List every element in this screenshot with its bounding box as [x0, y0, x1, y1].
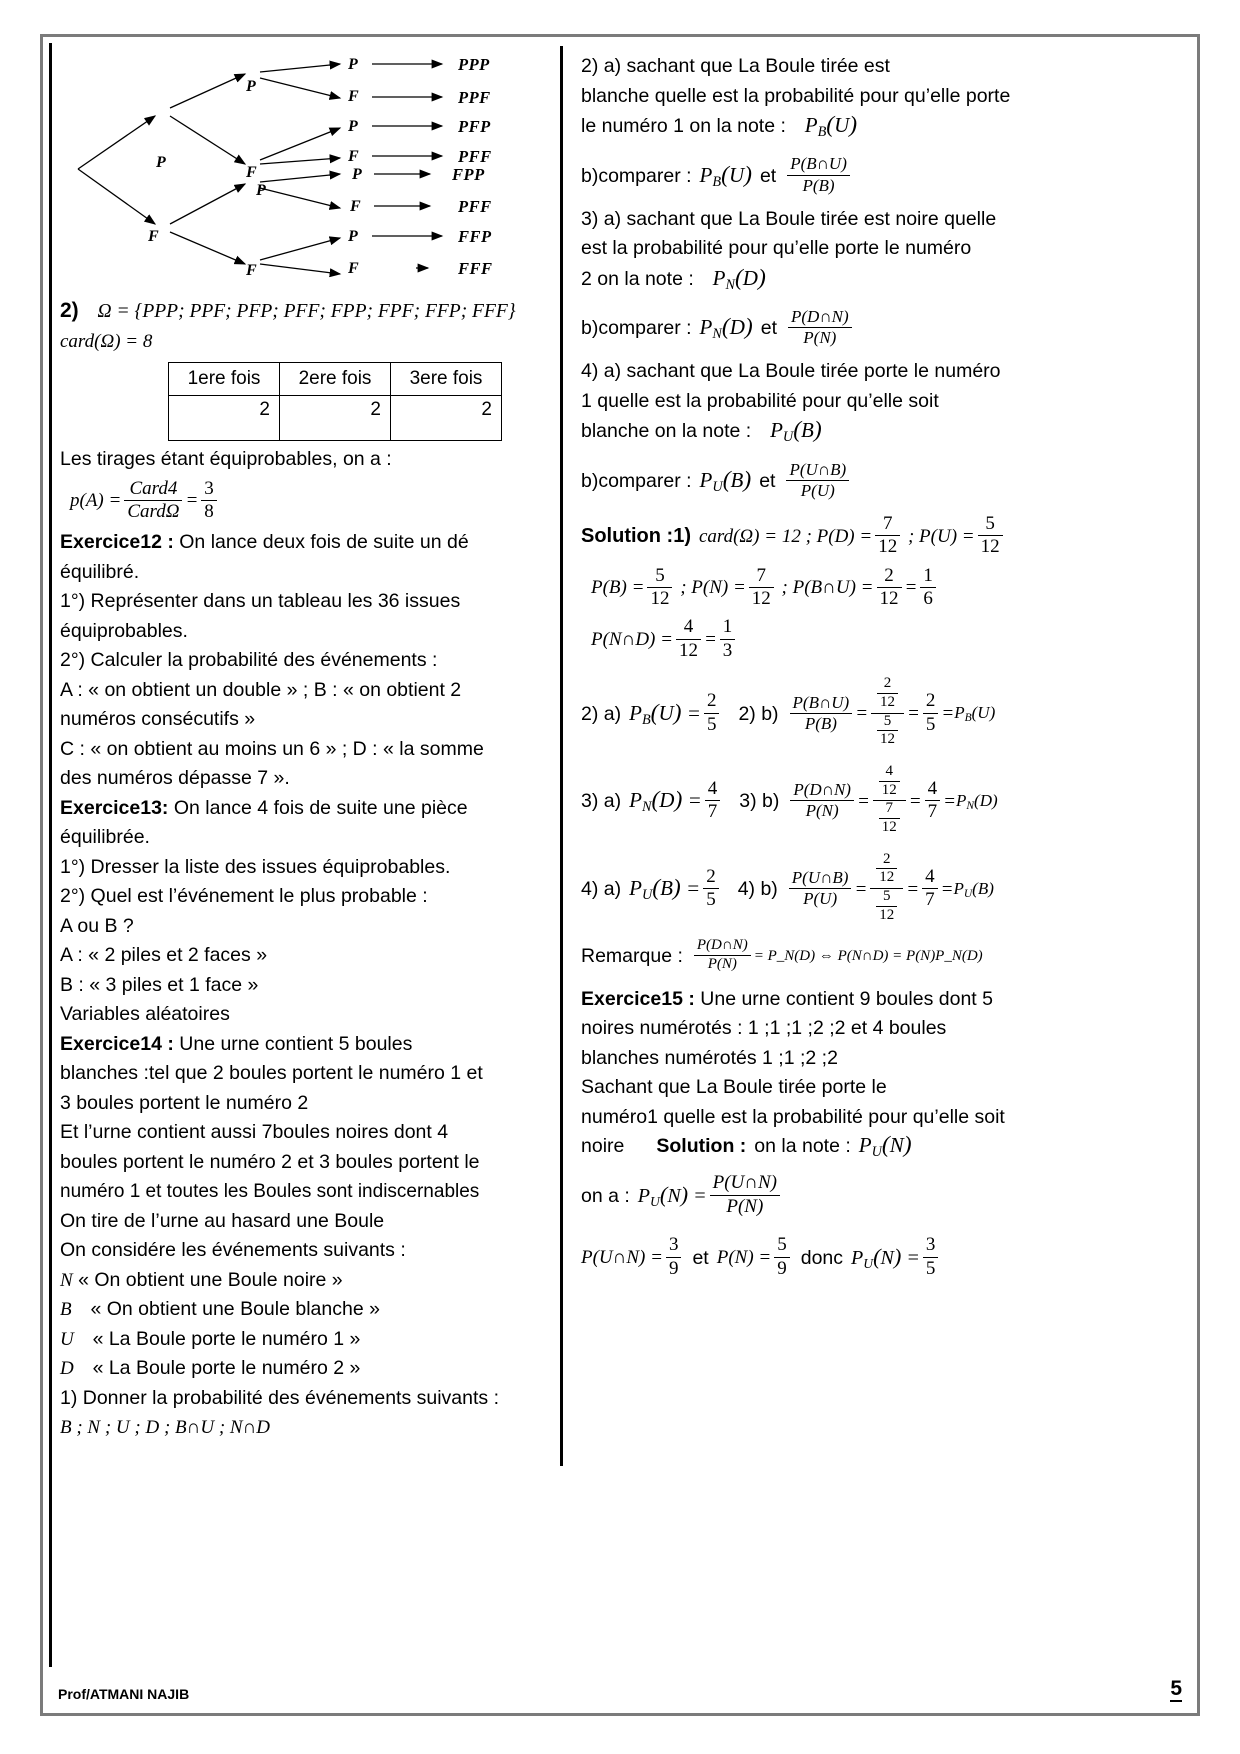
exercice15-final-t2: P(N) = — [716, 1247, 772, 1268]
answer-3b-complex-fraction — [873, 764, 906, 838]
answer-3b-cden-frac — [879, 800, 900, 836]
answer-2b-cden — [871, 714, 904, 750]
exercice13-heading-line — [60, 794, 546, 824]
solution-pbu-num2: 1 — [920, 565, 936, 588]
exercice15-solution-row — [581, 1132, 1090, 1161]
solution-pnd-fraction-2 — [720, 616, 736, 662]
q2-line-2: le numéro 1 on la note : — [581, 115, 786, 137]
q2-compare-row — [581, 155, 1090, 196]
table-cell-2: 2 — [280, 396, 391, 441]
answer-2a-fraction — [704, 690, 720, 736]
q3-frac-den: P(N) — [803, 328, 837, 348]
tree-node-level3-6: P — [348, 228, 358, 245]
answer-2b-fnum: P(B∩U) — [790, 693, 853, 714]
pa-label: p(A) — [70, 490, 104, 512]
q4-frac-num: P(U∩B) — [786, 460, 849, 481]
answer-3b-res-den: 7 — [927, 801, 938, 823]
answer-3b-fraction — [790, 780, 854, 821]
answer-2b-cnum-frac — [877, 675, 898, 711]
answer-4b-cnum — [870, 852, 903, 889]
solution-pb-label: P(B) = — [591, 577, 645, 599]
solution-pnd-num2: 1 — [720, 616, 736, 639]
q3-notation: $P_N(D)$ — [712, 264, 766, 293]
q4-line-0: 4) a) sachant que La Boule tirée porte le numéro — [581, 360, 1001, 383]
exercice12-heading-line — [60, 528, 546, 558]
tree-outcome-2: PFP — [458, 117, 491, 136]
two-column-body — [52, 46, 1192, 1466]
tree-node-level3-3: F — [348, 148, 359, 165]
q4-compare-fraction — [786, 460, 849, 501]
q3-line-2-row — [581, 264, 1090, 300]
answer-4b-fden: P(U) — [803, 889, 838, 909]
footer-page-number: 5 — [1170, 1678, 1182, 1702]
exercice13-title: Exercice13: — [60, 796, 169, 819]
answer-4b-fraction — [789, 868, 852, 909]
answer-row-4: 4) a) $P_U(B)$ = $\frac{2}{5}$ 4) b) $\frac{P(U\cap B)}{P(U)}$ = $\frac{\frac{2}{12}}{\frac{5}{12}}$ = $\frac{4}{7}$ = $P_U(B)$ — [581, 853, 1090, 927]
event-d-line — [60, 1354, 546, 1384]
item-number-2: 2) — [60, 299, 79, 322]
exercice13-line-5: A : « 2 piles et 2 faces » — [60, 944, 268, 967]
remarque-fnum: P(D∩N) — [694, 937, 751, 956]
tree-outcome-1: PPF — [458, 88, 491, 107]
solution-pbu-den1: 12 — [879, 587, 899, 609]
answer-4b-cden-frac — [876, 888, 897, 924]
event-u-text: « La Boule porte le numéro 1 » — [92, 1327, 361, 1350]
left-column — [52, 46, 552, 1466]
exercice12-line-7: C : « on obtient au moins un 6 » ; D : « la somme — [60, 737, 484, 760]
exercice14-line-2: 3 boules portent le numéro 2 — [60, 1091, 309, 1114]
exercice13-line-7: Variables aléatoires — [60, 1003, 230, 1026]
solution-pnd-den2: 3 — [722, 639, 733, 661]
answer-3a-den: 7 — [707, 801, 718, 823]
pa-denominator: CardΩ — [127, 500, 180, 522]
exercice15-solution-note: on la note : — [754, 1135, 851, 1158]
event-d-text: « La Boule porte le numéro 2 » — [92, 1357, 361, 1380]
exercice12-line-3: équiprobables. — [60, 619, 188, 642]
exercice14-line-7: On considére les événements suivants : — [60, 1239, 406, 1262]
answer-4b-result-fraction — [922, 866, 938, 912]
solution-line-2: P(B) = $\frac{5}{12}$ ; P(N) = $\frac{7}{12}$ ; P(B∩U) = $\frac{2}{12}$ = $\frac{1}{6}$ — [591, 566, 1090, 612]
answer-2b-fraction — [790, 693, 853, 734]
tree-node-p-level1: P — [156, 154, 166, 171]
solution-pnd-den1: 12 — [678, 639, 698, 661]
exercice15-ona-expr: $P_U(N)$ = — [637, 1182, 707, 1210]
answer-4b-cden — [870, 889, 903, 925]
exercice14-line-1: blanches :tel que 2 boules portent le numéro 1 et — [60, 1062, 483, 1085]
exercice12-line-0: On lance deux fois de suite un dé — [179, 531, 469, 554]
omega-set-formula: Ω = {PPP; PPF; PFP; PFF; FPP; FPF; FFP; FFF} — [97, 301, 516, 322]
answer-3b-fden: P(N) — [805, 801, 839, 821]
remarque-eq: = P_N(D) ⇔ P(N∩D) = P(N)P_N(D) — [753, 948, 983, 965]
exercice15-line-4: numéro1 quelle est la probabilité pour qu’elle soit — [581, 1105, 1005, 1128]
answer-4b-fnum: P(U∩B) — [789, 868, 852, 889]
q4-notation: $P_U(B)$ — [770, 417, 822, 446]
solution-pbu-num1: 2 — [877, 565, 902, 588]
solution-pnd-label: P(N∩D) = — [591, 629, 673, 651]
answer-4b-cnum-frac — [876, 851, 897, 887]
q4-compare-left: $P_U(B)$ — [699, 466, 752, 495]
event-b-symbol: B — [60, 1299, 72, 1321]
pa-formula: p(A) = $\frac{\text{Card4}}{\text{CardΩ}}$ = $\frac{3}{8}$ — [70, 479, 546, 525]
solution-pd-label: P(D) = — [816, 525, 873, 547]
answer-2b-res-num: 2 — [923, 690, 939, 713]
exercice14-line-5: numéro 1 et toutes les Boules sont indiscernables — [60, 1181, 480, 1203]
event-d-symbol: D — [60, 1358, 74, 1380]
answer-2a-den: 5 — [706, 713, 717, 735]
omega-set-line — [60, 296, 546, 327]
answer-4b-complex-fraction — [870, 852, 903, 926]
exercice15-final-t1: P(U∩N) = — [581, 1247, 663, 1268]
tree-outcome-6: FFP — [458, 227, 492, 246]
exercice12-line-4: 2°) Calculer la probabilité des événements : — [60, 649, 438, 672]
exercice14-line-4: boules portent le numéro 2 et 3 boules portent le — [60, 1150, 480, 1173]
q4-compare-et: et — [759, 469, 776, 492]
exercice15-final-t3: $P_U(N)$ = — [851, 1244, 920, 1271]
tree-node-level3-0: P — [348, 56, 358, 73]
solution-pu-fraction — [978, 513, 1003, 559]
exercice15-heading-line — [581, 985, 1090, 1015]
q3-compare-left: $P_N(D)$ — [699, 314, 753, 343]
q2-notation: $P_B(U)$ — [804, 112, 858, 140]
answer-3b-result-fraction — [925, 778, 941, 824]
pa-result-fraction — [201, 478, 217, 524]
answer-4b-res-num: 4 — [922, 866, 938, 889]
solution-pb-den: 12 — [650, 587, 670, 609]
answer-row-2: 2) a) $P_B(U)$ = $\frac{2}{5}$ 2) b) $\frac{P(B\cap U)}{P(B)}$ = $\frac{\frac{2}{12}}{\frac{5}{12}}$ = $\frac{2}{5}$ = $P_B(U)$ — [581, 677, 1090, 751]
solution-pd-fraction — [875, 513, 900, 559]
exercice14-line-6: On tire de l’urne au hasard une Boule — [60, 1209, 385, 1232]
card-omega-line — [60, 327, 546, 357]
q2-line-1: blanche quelle est la probabilité pour qu’elle porte — [581, 84, 1011, 107]
answer-2b-equals: $P_B(U)$ — [954, 703, 996, 725]
q3-compare-label: b)comparer : — [581, 317, 692, 340]
exercice12-line-2: 1°) Représenter dans un tableau les 36 issues — [60, 590, 461, 613]
exercice13-line-0: On lance 4 fois de suite une pièce — [173, 796, 468, 819]
q2-compare-left: $P_B(U)$ — [699, 161, 752, 190]
q2-compare-fraction — [787, 154, 850, 195]
q4-frac-den: P(U) — [800, 480, 835, 500]
answer-2b-cden-top: 5 — [877, 713, 898, 732]
table-header-2: 2ere fois — [280, 363, 391, 396]
q4-compare-row — [581, 461, 1090, 502]
answer-3b-fnum: P(D∩N) — [790, 780, 854, 801]
solution-pbu-fraction-1 — [877, 565, 902, 611]
solution-pb-fraction — [647, 565, 672, 611]
solution-pbu-fraction-2 — [920, 565, 936, 611]
tree-node-level3-5: F — [350, 198, 361, 215]
answer-3a-label: 3) a) — [581, 790, 622, 813]
remarque-label: Remarque : — [581, 945, 683, 968]
solution-line-3: P(N∩D) = $\frac{4}{12}$ = $\frac{1}{3}$ — [591, 617, 1090, 663]
answer-3b-equals: $P_N(D)$ — [955, 791, 998, 813]
answer-2b-result-fraction — [923, 690, 939, 736]
answer-3b-cnum — [873, 764, 906, 801]
exercice15-final-n2: 5 — [774, 1234, 790, 1257]
event-u-line — [60, 1325, 546, 1355]
exercice15-final-row — [581, 1235, 1090, 1281]
exercice12-line-8: des numéros dépasse 7 ». — [60, 767, 290, 790]
answer-4a-den: 5 — [706, 889, 716, 911]
exercice12-line-5: A : « on obtient un double » ; B : « on obtient 2 — [60, 678, 462, 701]
exercice15-line-0: Une urne contient 9 boules dont 5 — [700, 987, 993, 1010]
exercice15-final-donc: donc — [800, 1246, 844, 1269]
q2-frac-den: P(B) — [802, 175, 835, 195]
exercice13-line-6: B : « 3 piles et 1 face » — [60, 973, 259, 996]
tree-outcome-7: FFF — [458, 259, 493, 278]
q2-line-0: 2) a) sachant que La Boule tirée est — [581, 55, 890, 77]
tree-node-level2-2: P — [256, 182, 266, 199]
exercice14-heading-line — [60, 1030, 546, 1060]
answer-3a-expr: $P_N(D)$ = — [629, 787, 702, 816]
exercice13-line-4: A ou B ? — [60, 914, 134, 937]
column-divider — [560, 46, 563, 1466]
exercice15-line-2: blanches numérotés 1 ;1 ;2 ;2 — [581, 1046, 838, 1069]
exercice15-final-n1: 3 — [666, 1234, 682, 1257]
exercice12-line-6: numéros consécutifs » — [60, 708, 256, 731]
answer-2a-num: 2 — [704, 690, 720, 713]
tree-node-level2-1: F — [246, 164, 257, 181]
q3-frac-num: P(D∩N) — [788, 307, 852, 328]
answer-3a-num: 4 — [705, 778, 721, 801]
answer-4b-cden-top: 5 — [876, 888, 897, 907]
q2-line-2-row — [581, 111, 1090, 147]
exercice14-line-3: Et l’urne contient aussi 7boules noires dont 4 — [60, 1121, 449, 1144]
answer-3a-fraction — [705, 778, 721, 824]
q3-compare-fraction — [788, 307, 852, 348]
answer-4b-cnum-bot: 12 — [879, 869, 895, 886]
answer-3b-cden — [873, 801, 906, 837]
q4-line-2: blanche on la note : — [581, 420, 752, 443]
exercice15-line-5: noire — [581, 1135, 625, 1158]
pa-fraction — [124, 478, 182, 524]
pa-numerator: Card4 — [124, 478, 182, 501]
exercice15-line-1: noires numérotés : 1 ;1 ;1 ;2 ;2 et 4 boules — [581, 1017, 947, 1040]
answer-3b-cden-bot: 12 — [881, 818, 897, 835]
solution-pbu-label: P(B∩U) = — [792, 577, 874, 599]
event-b-line — [60, 1295, 546, 1325]
footer-author: Prof/ATMANI NAJIB — [58, 1686, 190, 1702]
answer-4a-num: 2 — [703, 866, 719, 889]
answer-4a-expr: $P_U(B)$ = — [629, 875, 701, 904]
tree-node-level2-0: P — [246, 78, 256, 95]
answer-2b-res-den: 5 — [925, 713, 936, 735]
answer-3b-cnum-frac — [879, 763, 900, 799]
answer-3b-cden-top: 7 — [879, 800, 900, 819]
answer-row-3: 3) a) $P_N(D)$ = $\frac{4}{7}$ 3) b) $\frac{P(D\cap N)}{P(N)}$ = $\frac{\frac{4}{12}}{\frac{7}{12}}$ = $\frac{4}{7}$ = $P_N(D)$ — [581, 765, 1090, 839]
exercice15-ona-row — [581, 1173, 1090, 1219]
answer-2b-cden-frac — [877, 713, 898, 749]
table-header-1: 1ere fois — [169, 363, 280, 396]
table-header-3: 3ere fois — [391, 363, 502, 396]
event-n-symbol: N — [60, 1269, 73, 1291]
q4-line-2-row — [581, 416, 1090, 452]
tree-outcome-5: PFF — [458, 197, 492, 216]
solution-title: Solution :1) — [581, 525, 691, 548]
remarque-row — [581, 938, 1090, 974]
table-cell-3: 2 — [391, 396, 502, 441]
solution-pd-num: 7 — [875, 513, 900, 536]
solution-line-1: Solution :1) card(Ω) = 12 ; P(D) = $\frac{7}{12}$ ; P(U) = $\frac{5}{12}$ — [581, 514, 1090, 560]
tree-node-level2-3: F — [246, 262, 257, 279]
exercice13-line-1: équilibrée. — [60, 826, 150, 849]
issues-table — [168, 362, 502, 441]
solution-card: card(Ω) = 12 — [698, 525, 801, 547]
answer-2a-label: 2) a) — [581, 702, 622, 725]
exercice13-line-2: 1°) Dresser la liste des issues équiprobables. — [60, 855, 451, 878]
q3-compare-row — [581, 308, 1090, 349]
table-header-row — [169, 363, 502, 396]
exercice15-ona-fraction — [710, 1172, 780, 1218]
q4-compare-label: b)comparer : — [581, 469, 692, 492]
answer-4b-equals: $P_U(B)$ — [953, 878, 994, 901]
card-omega-formula: card(Ω) = 8 — [60, 330, 153, 352]
solution-pn-den: 12 — [751, 587, 771, 609]
answer-2b-fden: P(B) — [804, 713, 837, 733]
answer-4b-cden-bot: 12 — [879, 906, 895, 923]
q4-line-1: 1 quelle est la probabilité pour qu’elle soit — [581, 389, 939, 412]
exercice15-solution-title: Solution : — [656, 1135, 747, 1158]
answer-2b-label: 2) b) — [738, 702, 779, 725]
pa-result-denominator: 8 — [204, 500, 214, 522]
pa-result-numerator: 3 — [201, 478, 217, 501]
answer-2b-cden-bot: 12 — [880, 731, 896, 748]
page-footer — [58, 1678, 1182, 1702]
exercice14-title: Exercice14 : — [60, 1032, 174, 1055]
answer-2a-expr: $P_B(U)$ = — [629, 699, 701, 728]
exercice14-event-list: B ; N ; U ; D ; B∩U ; N∩D — [60, 1417, 271, 1439]
tree-node-level3-1: F — [348, 88, 359, 105]
exercice15-ona-fden: P(N) — [726, 1195, 764, 1217]
solution-pbu-den2: 6 — [923, 587, 933, 609]
exercice15-line-3: Sachant que La Boule tirée porte le — [581, 1076, 887, 1099]
solution-pu-label: P(U) = — [919, 525, 975, 547]
exercice15-ona-label: on a : — [581, 1184, 630, 1207]
solution-pu-num: 5 — [978, 513, 1003, 536]
answer-2b-complex-fraction — [871, 676, 904, 750]
solution-pnd-fraction-1 — [676, 616, 701, 662]
event-b-text: « On obtient une Boule blanche » — [90, 1298, 380, 1321]
exercice15-final-d3: 5 — [925, 1257, 936, 1279]
exercice14-question1: 1) Donner la probabilité des événements suivants : — [60, 1386, 499, 1409]
q3-line-0: 3) a) sachant que La Boule tirée est noire quelle — [581, 207, 997, 230]
solution-pn-label: P(N) = — [691, 577, 746, 599]
equiprobable-line: Les tirages étant équiprobables, on a : — [60, 448, 392, 470]
exercice15-title: Exercice15 : — [581, 987, 695, 1010]
exercice12-title: Exercice12 : — [60, 531, 174, 554]
q2-compare-label: b)comparer : — [581, 164, 692, 187]
exercice15-final-frac-3 — [923, 1234, 939, 1280]
remarque-fraction — [694, 937, 751, 973]
probability-tree-diagram — [60, 56, 550, 294]
q3-line-1: est la probabilité pour qu’elle porte le numéro — [581, 237, 972, 260]
exercice13-line-3: 2°) Quel est l’événement le plus probable : — [60, 885, 428, 908]
solution-pb-num: 5 — [647, 565, 672, 588]
answer-4b-res-den: 7 — [925, 889, 935, 911]
table-row — [169, 396, 502, 441]
exercice14-question1-list — [60, 1413, 546, 1443]
tree-node-level3-2: P — [348, 118, 358, 135]
answer-2b-cnum-bot: 12 — [880, 693, 896, 710]
answer-3b-label: 3) b) — [739, 790, 780, 813]
tree-outcome-3: PFF — [458, 147, 492, 166]
tree-outcome-4: FPP — [452, 165, 485, 184]
q3-line-2: 2 on la note : — [581, 267, 694, 290]
exercice12-line-1: équilibré. — [60, 560, 140, 583]
event-n-text: « On obtient une Boule noire » — [78, 1268, 343, 1291]
tree-node-level3-7: F — [348, 260, 359, 277]
answer-3b-cnum-top: 4 — [879, 763, 900, 782]
solution-pn-num: 7 — [749, 565, 774, 588]
exercice15-final-frac-2 — [774, 1234, 790, 1280]
answer-2b-cnum — [871, 676, 904, 713]
q2-frac-num: P(B∩U) — [787, 154, 850, 175]
exercice15-ona-fnum: P(U∩N) — [710, 1172, 780, 1195]
event-u-symbol: U — [60, 1328, 74, 1350]
answer-4a-fraction — [703, 866, 719, 912]
answer-2b-cnum-top: 2 — [877, 675, 898, 694]
answer-3b-res-num: 4 — [925, 778, 941, 801]
q3-compare-et: et — [760, 317, 778, 340]
answer-4b-label: 4) b) — [737, 878, 778, 901]
solution-pnd-num1: 4 — [676, 616, 701, 639]
answer-4b-cnum-top: 2 — [876, 851, 897, 870]
tree-outcome-0: PPP — [458, 55, 490, 74]
tree-node-f-level1: F — [148, 228, 159, 245]
exercice15-final-d2: 9 — [777, 1257, 787, 1279]
q2-compare-et: et — [759, 164, 777, 187]
exercice15-notation: $P_U(N)$ — [858, 1132, 912, 1161]
solution-pu-den: 12 — [980, 536, 1000, 558]
table-cell-1: 2 — [169, 396, 280, 441]
exercice15-final-et: et — [692, 1246, 709, 1269]
right-column — [575, 46, 1090, 1466]
exercice14-line-0: Une urne contient 5 boules — [179, 1032, 413, 1055]
answer-3b-cnum-bot: 12 — [881, 781, 897, 798]
exercice15-final-n3: 3 — [923, 1234, 939, 1257]
exercice15-final-frac-1 — [666, 1234, 682, 1280]
answer-4a-label: 4) a) — [581, 878, 622, 901]
tree-node-level3-4: P — [352, 166, 362, 183]
solution-pn-fraction — [749, 565, 774, 611]
remarque-fden: P(N) — [707, 956, 737, 973]
event-n-line — [60, 1266, 546, 1296]
exercice15-final-d1: 9 — [668, 1257, 679, 1279]
solution-pd-den: 12 — [878, 536, 898, 558]
